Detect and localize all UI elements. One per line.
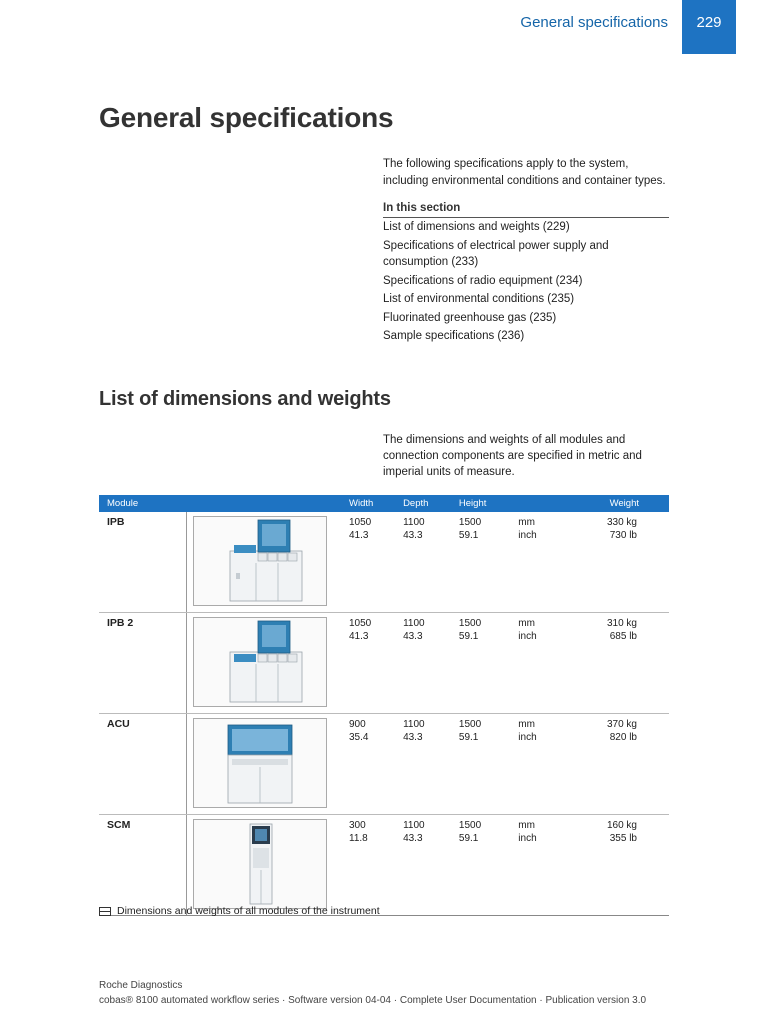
ipb2-module-image [193, 617, 327, 707]
footer-company: Roche Diagnostics [99, 980, 183, 991]
section-intro: The dimensions and weights of all modules and connection components are specified in metric and imperial units of measure. [383, 434, 642, 478]
acu-module-image [193, 718, 327, 808]
section-link-electrical[interactable]: Specifications of electrical power supply and consumption (233) [383, 239, 609, 268]
table-row [99, 815, 669, 916]
col-module: Module [99, 495, 187, 512]
analyzer-illustration [194, 820, 326, 908]
analyzer-illustration [194, 719, 326, 807]
unit-metric: mm [518, 820, 535, 831]
table-icon [99, 907, 111, 916]
module-name: IPB [99, 512, 187, 613]
width-inch: 41.3 [349, 530, 369, 541]
in-this-section [383, 202, 669, 346]
section-title: List of dimensions and weights [99, 388, 391, 410]
unit-metric: mm [518, 719, 535, 730]
table-row [99, 512, 669, 613]
in-this-section-heading: In this section [383, 202, 669, 218]
depth-mm: 1100 [403, 517, 425, 528]
height-inch: 59.1 [458, 833, 479, 844]
width-inch: 41.3 [349, 631, 369, 642]
table-caption [99, 905, 380, 917]
section-link-environment[interactable]: List of environmental conditions (235) [383, 293, 575, 305]
height-mm: 1500 [458, 820, 482, 831]
section-link-greenhouse-gas[interactable]: Fluorinated greenhouse gas (235) [383, 311, 557, 324]
scm-module-image [193, 819, 327, 909]
table-header-row [99, 495, 669, 512]
height-inch: 59.1 [458, 530, 479, 541]
unit-imperial: inch [518, 530, 537, 541]
module-name: IPB 2 [99, 613, 187, 714]
col-depth: Depth [399, 495, 455, 512]
section-link-dimensions[interactable]: List of dimensions and weights (229) [383, 221, 570, 233]
section-link-item[interactable] [383, 327, 669, 346]
width-mm: 300 [349, 820, 366, 831]
col-height: Height [455, 495, 514, 512]
intro-paragraph: The following specifications apply to the system, including environmental conditions and container types. [383, 158, 666, 187]
table-row [99, 613, 669, 714]
unit-imperial: inch [518, 631, 537, 642]
section-link-item[interactable] [383, 290, 669, 309]
weight-kg: 330 kg [606, 517, 637, 528]
weight-lb: 685 lb [609, 631, 637, 642]
width-mm: 1050 [349, 618, 372, 629]
width-inch: 35.4 [349, 732, 369, 743]
analyzer-illustration [194, 618, 326, 706]
depth-mm: 1100 [403, 618, 425, 629]
unit-imperial: inch [518, 732, 537, 743]
depth-inch: 43.3 [403, 833, 423, 844]
weight-kg: 310 kg [606, 618, 637, 629]
section-link-item[interactable] [383, 272, 669, 291]
height-mm: 1500 [458, 618, 482, 629]
height-inch: 59.1 [458, 631, 479, 642]
caption-text: Dimensions and weights of all modules of the instrument [117, 905, 380, 917]
width-mm: 900 [349, 719, 366, 730]
ipb-module-image [193, 516, 327, 606]
page-title: General specifications [99, 102, 394, 133]
weight-lb: 730 lb [609, 530, 637, 541]
weight-kg: 370 kg [606, 719, 637, 730]
running-header: General specifications [520, 14, 668, 31]
col-image [187, 495, 346, 512]
width-mm: 1050 [349, 517, 372, 528]
height-inch: 59.1 [458, 732, 479, 743]
weight-kg: 160 kg [606, 820, 637, 831]
col-weight: Weight [558, 495, 669, 512]
analyzer-illustration [194, 517, 326, 605]
module-name: ACU [99, 714, 187, 815]
unit-metric: mm [518, 517, 535, 528]
table-row [99, 714, 669, 815]
width-inch: 11.8 [349, 833, 368, 844]
height-mm: 1500 [458, 719, 482, 730]
page-footer [99, 978, 646, 1008]
module-name: SCM [99, 815, 187, 916]
weight-lb: 355 lb [609, 833, 637, 844]
section-link-samples[interactable]: Sample specifications (236) [383, 330, 525, 342]
depth-inch: 43.3 [403, 530, 423, 541]
depth-inch: 43.3 [403, 631, 423, 642]
weight-lb: 820 lb [609, 732, 637, 743]
col-width: Width [345, 495, 399, 512]
depth-inch: 43.3 [403, 732, 423, 743]
page-number: 229 [682, 0, 736, 54]
section-link-list [383, 218, 669, 346]
unit-metric: mm [518, 618, 535, 629]
section-link-item[interactable] [383, 218, 669, 237]
section-link-radio[interactable]: Specifications of radio equipment (234) [383, 274, 583, 287]
section-link-item[interactable] [383, 309, 669, 328]
section-link-item[interactable] [383, 237, 669, 272]
depth-mm: 1100 [403, 719, 425, 730]
dimensions-table [99, 495, 669, 916]
height-mm: 1500 [458, 517, 482, 528]
unit-imperial: inch [518, 833, 537, 844]
depth-mm: 1100 [403, 820, 425, 831]
footer-documentation: cobas® 8100 automated workflow series · Software version 04-04 · Complete User Documentation · Publication version 3.0 [99, 995, 647, 1006]
col-unit [514, 495, 558, 512]
